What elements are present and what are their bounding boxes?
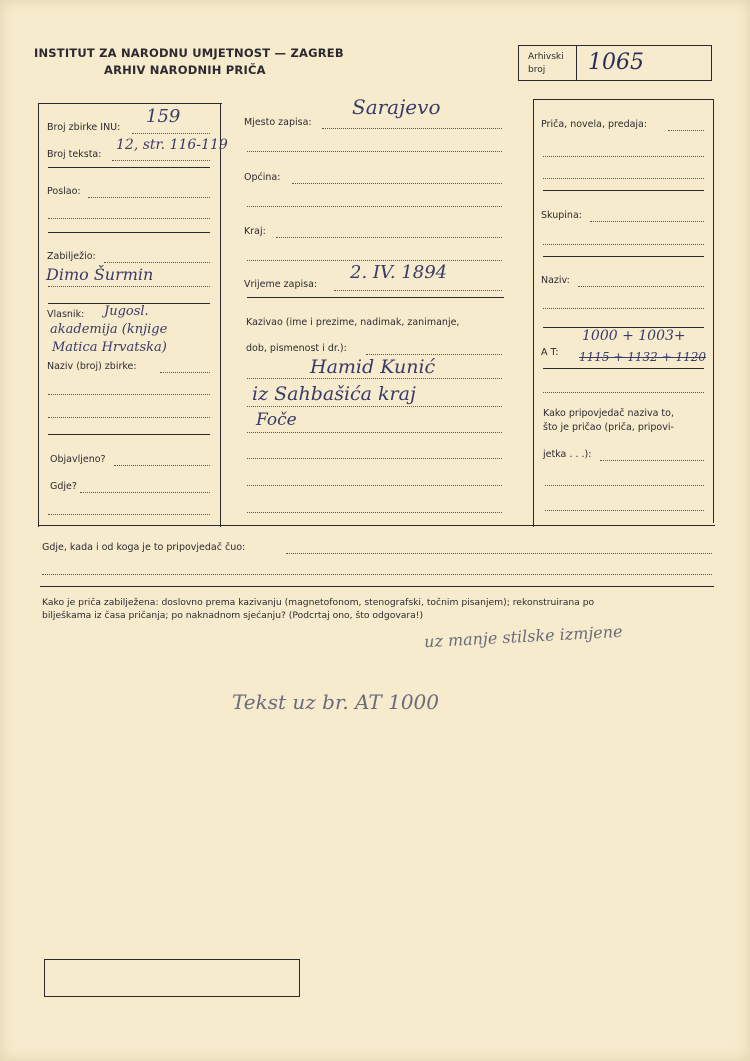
dots — [366, 354, 502, 355]
dots — [112, 160, 210, 161]
poslao-label: Poslao: — [47, 186, 81, 197]
frame-col2 — [533, 99, 534, 527]
vrijeme-label: Vrijeme zapisa: — [244, 279, 318, 290]
dots — [80, 492, 210, 493]
dots — [160, 372, 210, 373]
dots — [543, 156, 704, 157]
naziv-zbirke-label: Naziv (broj) zbirke: — [47, 361, 137, 372]
dots — [48, 514, 210, 515]
at-label: A T: — [541, 347, 559, 358]
middle-divider — [247, 297, 504, 298]
dots — [104, 262, 210, 263]
gdje-label: Gdje? — [50, 481, 77, 492]
naziv-label: Naziv: — [541, 275, 570, 286]
zabiljezio-value: Dimo Šurmin — [46, 265, 154, 284]
dots — [132, 133, 210, 134]
line — [48, 232, 210, 233]
dots — [545, 485, 704, 486]
dots — [247, 260, 502, 261]
vrijeme-value: 2. IV. 1894 — [350, 262, 448, 283]
skupina-label: Skupina: — [541, 210, 582, 221]
bottom-divider — [40, 586, 714, 587]
line — [48, 167, 210, 168]
vlasnik-label: Vlasnik: — [47, 309, 85, 320]
kazivao-value-2: iz Sahbašića kraj — [252, 383, 416, 405]
kazivao-line2: dob, pismenost i dr.): — [246, 343, 347, 354]
dots — [247, 206, 502, 207]
line — [48, 434, 210, 435]
dots — [543, 392, 704, 393]
gdje-kada-label: Gdje, kada i od koga je to pripovjedač čuo: — [42, 542, 246, 553]
dots — [42, 574, 712, 575]
archive-number-value: 1065 — [588, 50, 644, 75]
dots — [48, 417, 210, 418]
line — [543, 256, 704, 257]
dots — [543, 308, 704, 309]
broj-zbirke-value: 159 — [146, 106, 181, 127]
broj-teksta-label: Broj teksta: — [47, 149, 102, 160]
line — [543, 190, 704, 191]
handwritten-note-style: uz manje stilske izmjene — [423, 621, 623, 652]
dots — [247, 512, 502, 513]
kako-zabiljezena-line1: Kako je priča zabilježena: doslovno prema kazivanju (magnetofonom, stenografski, točnim pisanjem); rekonstruirana po — [42, 597, 595, 608]
kako-line3: jetka . . .): — [543, 449, 592, 460]
dots — [247, 378, 502, 379]
kako-zabiljezena-line2: bilješkama iz časa pričanja; po naknadnom sjećanju? (Podcrtaj ono, što odgovara!) — [42, 610, 424, 621]
dots — [668, 130, 704, 131]
line — [543, 368, 704, 369]
vlasnik-value-1: Jugosl. — [104, 304, 149, 319]
at-value-2: 1115 + 1132 + 1120 — [579, 350, 706, 364]
archive-subtitle: ARHIV NARODNIH PRIČA — [104, 63, 266, 77]
mjesto-label: Mjesto zapisa: — [244, 117, 312, 128]
handwritten-note-at: Tekst uz br. AT 1000 — [232, 690, 440, 714]
opcina-label: Općina: — [244, 172, 281, 183]
kazivao-value-1: Hamid Kunić — [310, 356, 436, 378]
institute-title: INSTITUT ZA NARODNU UMJETNOST — ZAGREB — [34, 46, 344, 60]
at-value-1: 1000 + 1003+ — [582, 328, 686, 344]
archive-box-divider — [576, 46, 577, 80]
kako-line1: Kako pripovjedač naziva to, — [543, 408, 674, 419]
left-col-top — [38, 103, 222, 104]
kazivao-line1: Kazivao (ime i prezime, nadimak, zanimanje, — [246, 317, 460, 328]
dots — [543, 178, 704, 179]
right-col-top — [533, 99, 713, 100]
frame-col1 — [220, 103, 221, 527]
archive-label-a: Arhivski — [528, 52, 564, 62]
dots — [247, 458, 502, 459]
dots — [88, 197, 210, 198]
vlasnik-value-2: akademija (knjige — [50, 322, 168, 337]
frame-left — [38, 103, 39, 527]
objavljeno-label: Objavljeno? — [50, 454, 106, 465]
archive-label-b: broj — [528, 65, 546, 75]
kazivao-value-3: Foče — [256, 410, 297, 430]
prica-label: Priča, novela, predaja: — [541, 119, 648, 130]
dots — [48, 394, 210, 395]
dots — [276, 237, 502, 238]
dots — [292, 183, 502, 184]
dots — [247, 406, 502, 407]
dots — [600, 460, 704, 461]
zabiljezio-label: Zabilježio: — [47, 251, 96, 262]
empty-stamp-box — [44, 959, 300, 997]
dots — [286, 553, 712, 554]
kraj-label: Kraj: — [244, 226, 266, 237]
dots — [247, 485, 502, 486]
mjesto-value: Sarajevo — [352, 95, 441, 119]
dots — [48, 218, 210, 219]
dots — [247, 432, 502, 433]
dots — [48, 286, 210, 287]
dots — [578, 286, 704, 287]
dots — [114, 465, 210, 466]
dots — [545, 510, 704, 511]
dots — [322, 128, 502, 129]
frame-right — [713, 99, 714, 523]
dots — [247, 151, 502, 152]
broj-teksta-value: 12, str. 116-119 — [116, 137, 228, 153]
dots — [590, 221, 704, 222]
vlasnik-value-3: Matica Hrvatska) — [52, 340, 167, 355]
frame-bottom — [38, 525, 715, 526]
broj-zbirke-label: Broj zbirke INU: — [47, 122, 121, 133]
kako-line2: što je pričao (priča, pripovi- — [543, 422, 674, 433]
dots — [334, 290, 502, 291]
dots — [543, 244, 704, 245]
